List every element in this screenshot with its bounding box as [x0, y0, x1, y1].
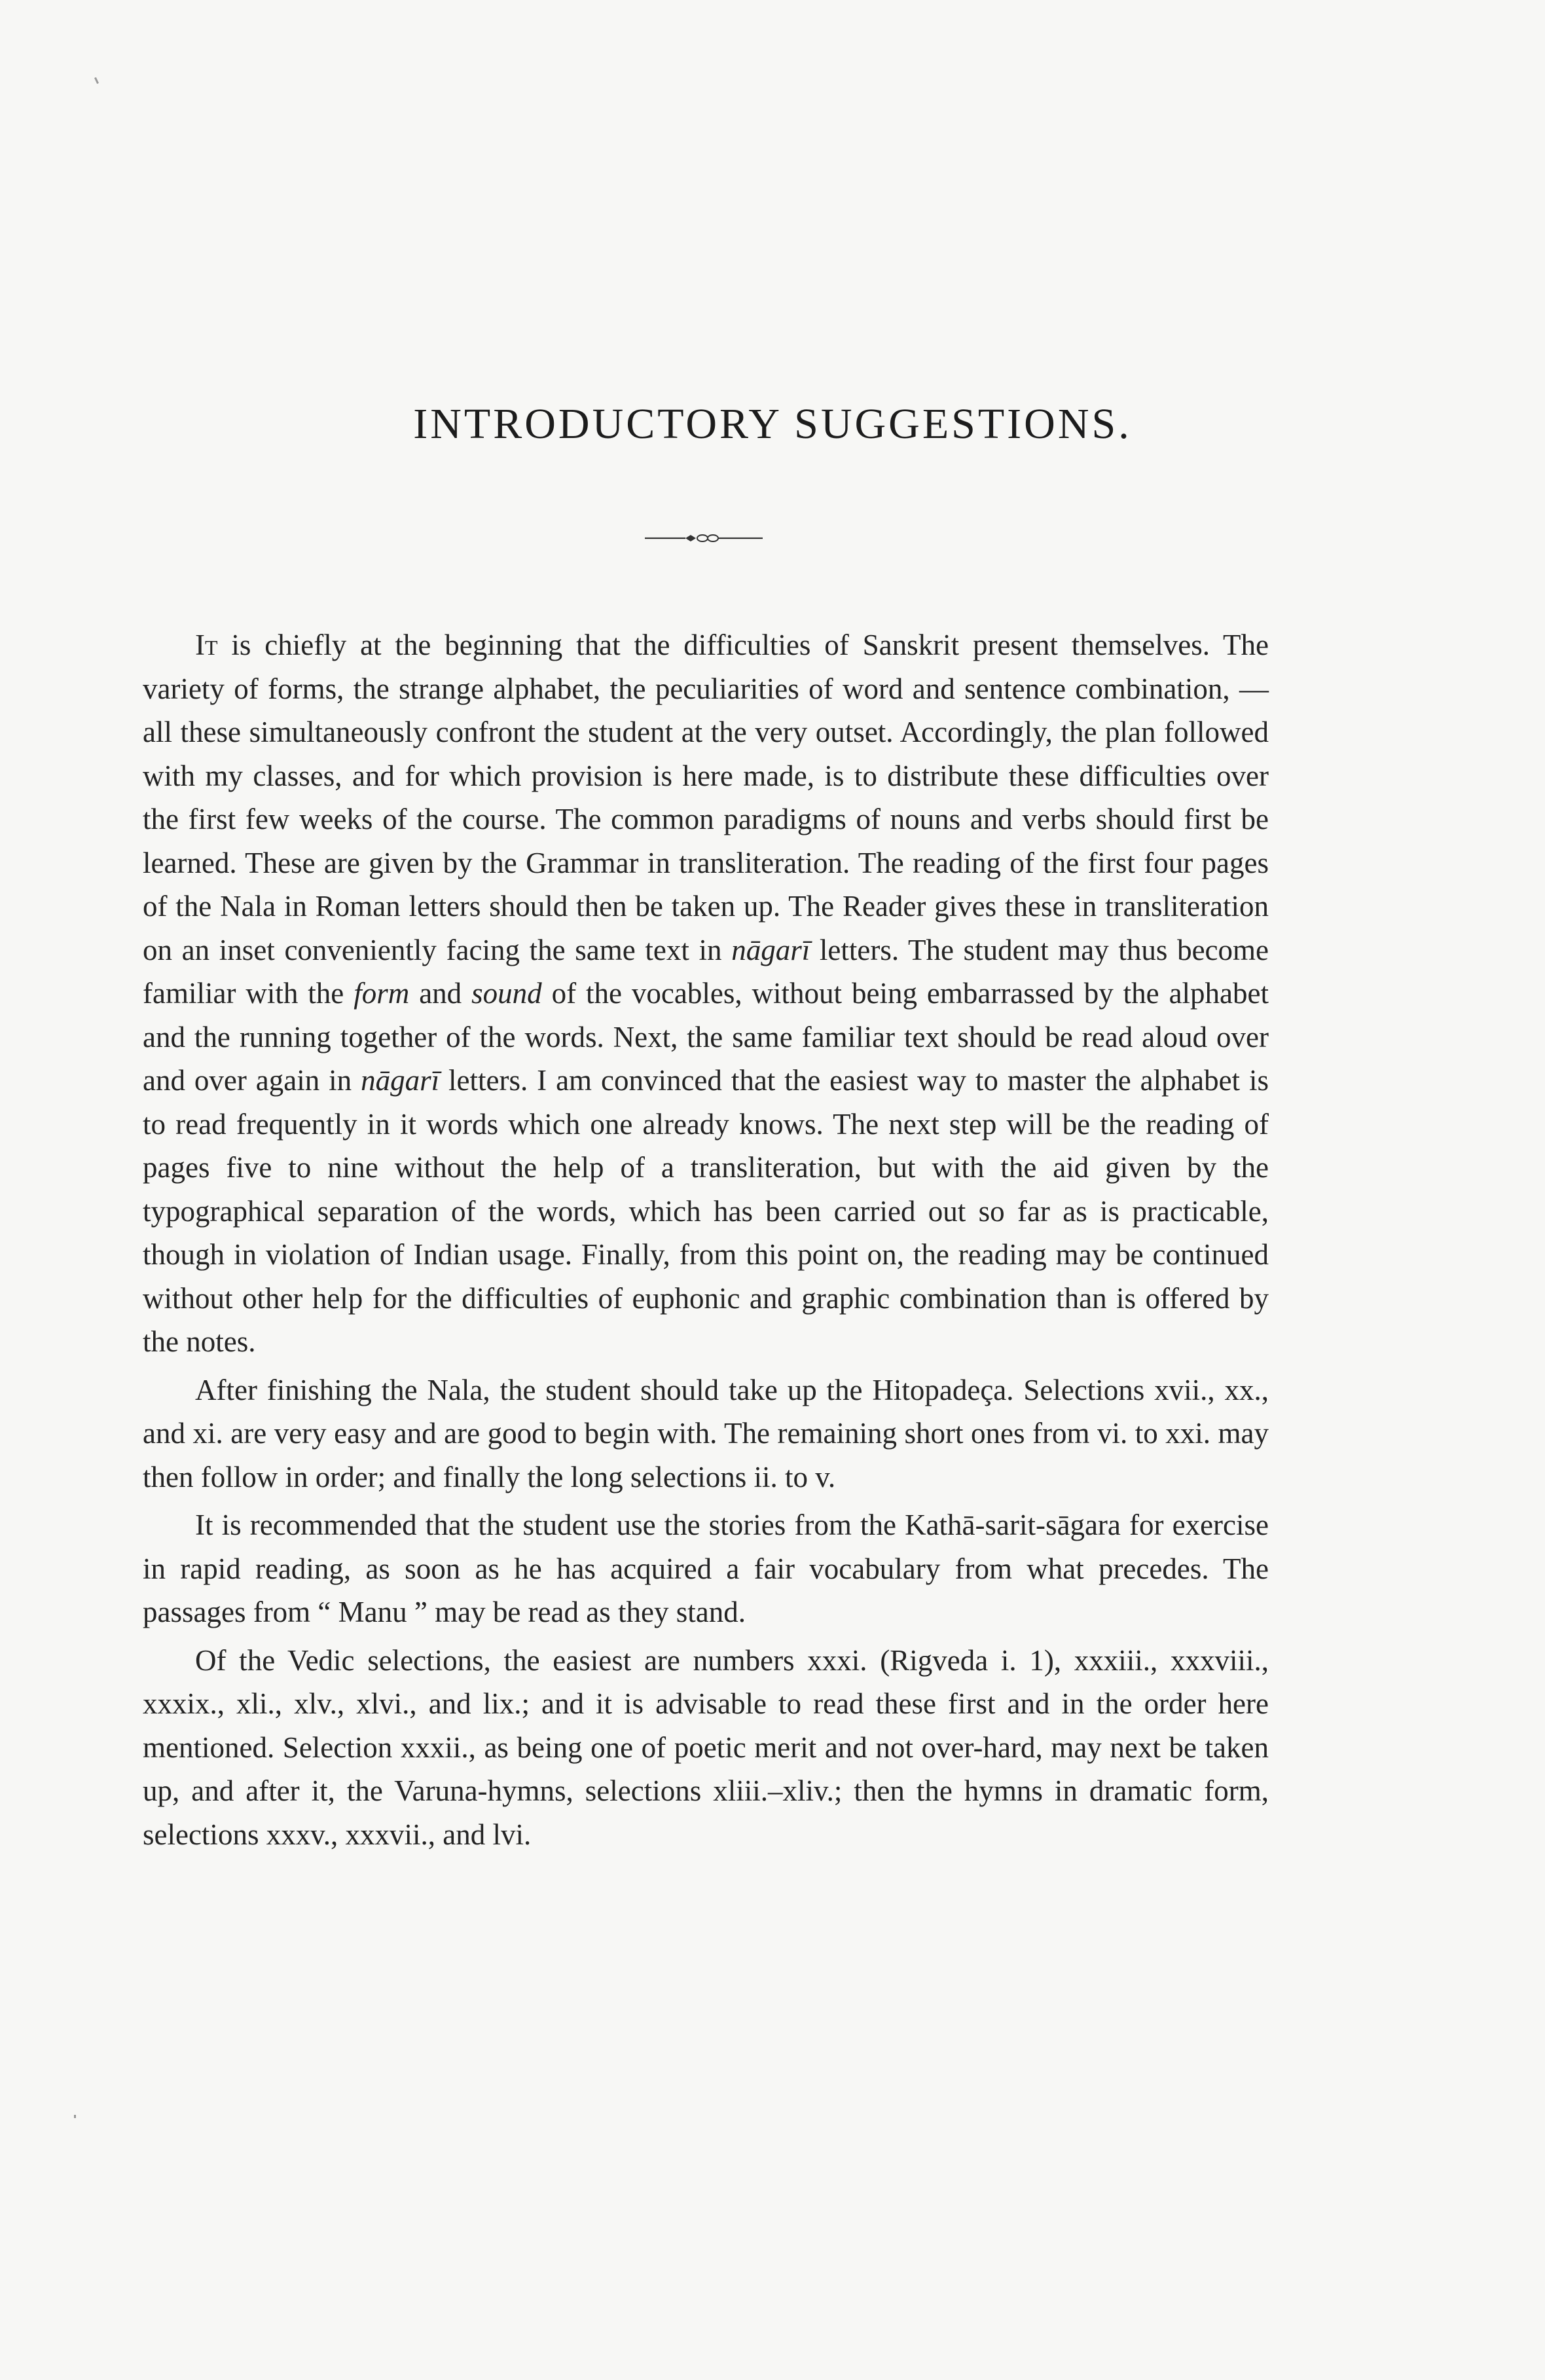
paragraph — [143, 1368, 1269, 1499]
italic-term: sound — [471, 977, 542, 1010]
paper-speck — [94, 77, 99, 84]
text-run: and — [409, 977, 472, 1010]
body-text — [143, 623, 1269, 1861]
text-run: It is recommended that the student use the stories from the Kathā-sarit-sāgara for exercise in rapid reading, as soon as he has acquired a fair vocabulary from what precedes. The passages from “ Manu ” may be read as they stand. — [143, 1509, 1269, 1628]
italic-term: nāgarī — [361, 1064, 440, 1097]
lead-word: It — [195, 629, 218, 661]
text-run: is chiefly at the beginning that the difficulties of Sanskrit present themselves. The variety of forms, the strange alphabet, the peculiarities of word and sentence combination, — all these simultaneously confront the student at the very outset. Accordingly, the plan followed with my classes, and for which provision is here made, is to distribute these difficulties over the first few weeks of the course. The common paradigms of nouns and verbs should first be learned. These are given by the Grammar in transliteration. The reading of the first four pages of the Nala in Roman letters should then be taken up. The Reader gives these in transliteration on an inset conveniently facing the same text in — [143, 629, 1269, 966]
italic-term: form — [354, 977, 410, 1010]
text-run: After finishing the Nala, the student should take up the Hitopadeça. Selections xvii., xx., and xi. are very easy and are good to begin with. The remaining short ones from vi. to xxi. may then follow in order; and finally the long selections ii. to v. — [143, 1373, 1269, 1493]
page-title: INTRODUCTORY SUGGESTIONS. — [413, 400, 1132, 448]
paragraph — [143, 623, 1269, 1364]
paper-speck — [74, 2115, 76, 2118]
text-run: letters. The student may thus become familiar with the — [143, 933, 1269, 1010]
paragraph — [143, 1503, 1269, 1634]
italic-term: nāgarī — [731, 933, 810, 966]
paragraph — [143, 1639, 1269, 1857]
text-run: Of the Vedic selections, the easiest are numbers xxxi. (Rigveda i. 1), xxxiii., xxxviii., xxxix., xli., xlv., xlvi., and lix.; and it is advisable to read these first and in the order here mentioned. Selection xxxii., as being one of poetic merit and not over-hard, may next be taken up, and after it, the Varuna-hymns, selections xliii.–xliv.; then the hymns in dramatic form, selections xxxv., xxxvii., and lvi. — [143, 1643, 1269, 1851]
text-run: of the vocables, without being embarrassed by the alphabet and the running together of the words. Next, the same familiar text should be read aloud over and over again in — [143, 977, 1269, 1097]
ornament-divider — [645, 532, 763, 545]
text-run: letters. I am convinced that the easiest way to master the alphabet is to read frequently in it words which one already knows. The next step will be the reading of pages five to nine without the help of a transliteration, but with the aid given by the typographical separation of the words, which has been carried out so far as is practicable, though in violation of Indian usage. Finally, from this point on, the reading may be continued without other help for the difficulties of euphonic and graphic combination than is offered by the notes. — [143, 1064, 1269, 1358]
